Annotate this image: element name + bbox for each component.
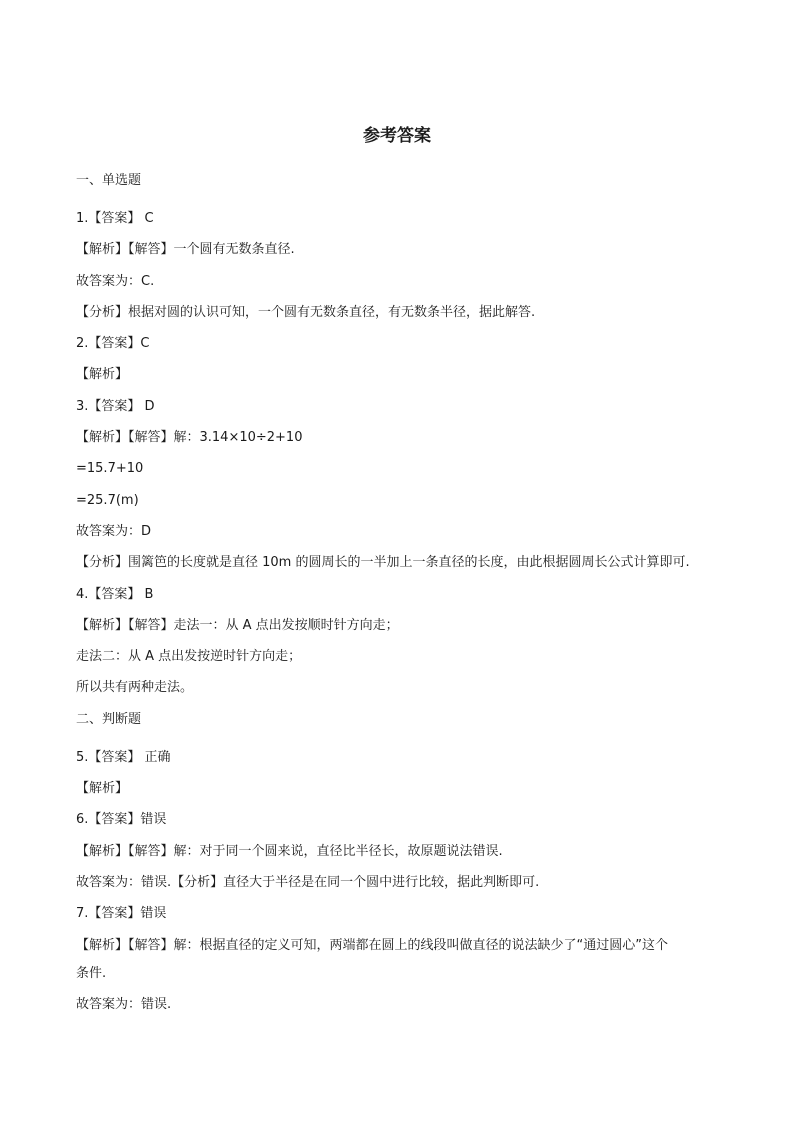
- section-heading-true-false: 二、判断题: [76, 711, 142, 727]
- explanation-line: 条件.: [76, 965, 107, 981]
- analysis-line: 【分析】围篱笆的长度就是直径 10m 的圆周长的一半加上一条直径的长度，由此根据圆周长公式计算即可.: [76, 555, 690, 571]
- explanation-line: 【解析】【解答】解：对于同一个圆来说，直径比半径长，故原题说法错误.: [76, 843, 503, 859]
- explanation-line: 所以共有两种走法。: [76, 680, 194, 696]
- page-title: 参考答案: [363, 126, 431, 146]
- answer-line: 6.【答案】错误: [76, 812, 167, 828]
- answer-line: 故答案为：错误.【分析】直径大于半径是在同一个圆中进行比较，据此判断即可.: [76, 874, 540, 890]
- explanation-line: 【解析】: [76, 781, 129, 797]
- answer-line: 3.【答案】 D: [76, 398, 155, 414]
- answer-line: 1.【答案】 C: [76, 211, 154, 226]
- explanation-line: 【解析】【解答】一个圆有无数条直径.: [76, 242, 295, 258]
- answer-content: [76, 172, 726, 1027]
- explanation-line: 【解析】: [76, 367, 129, 383]
- answer-line: 故答案为：错误.: [76, 996, 172, 1012]
- answer-line: 故答案为：C.: [76, 273, 155, 289]
- analysis-line: 【分析】根据对圆的认识可知，一个圆有无数条直径，有无数条半径，据此解答.: [76, 304, 536, 320]
- answer-line: 4.【答案】 B: [76, 586, 154, 602]
- answer-line: 5.【答案】 正确: [76, 749, 171, 765]
- explanation-line: 【解析】【解答】解：3.14×10÷2+10: [76, 430, 303, 446]
- explanation-line: 【解析】【解答】解：根据直径的定义可知，两端都在圆上的线段叫做直径的说法缺少了“通过圆心”这个: [76, 937, 668, 953]
- answer-line: 2.【答案】C: [76, 336, 150, 352]
- answer-line: 7.【答案】错误: [76, 906, 167, 922]
- calculation-line: =15.7+10: [76, 461, 144, 477]
- explanation-line: 走法二：从 A 点出发按逆时针方向走；: [76, 649, 302, 665]
- explanation-line: 【解析】【解答】走法一：从 A 点出发按顺时针方向走；: [76, 617, 399, 633]
- section-heading-single-choice: 一、单选题: [76, 173, 142, 188]
- answer-line: 故答案为：D: [76, 523, 152, 539]
- calculation-line: =25.7(m): [76, 492, 139, 508]
